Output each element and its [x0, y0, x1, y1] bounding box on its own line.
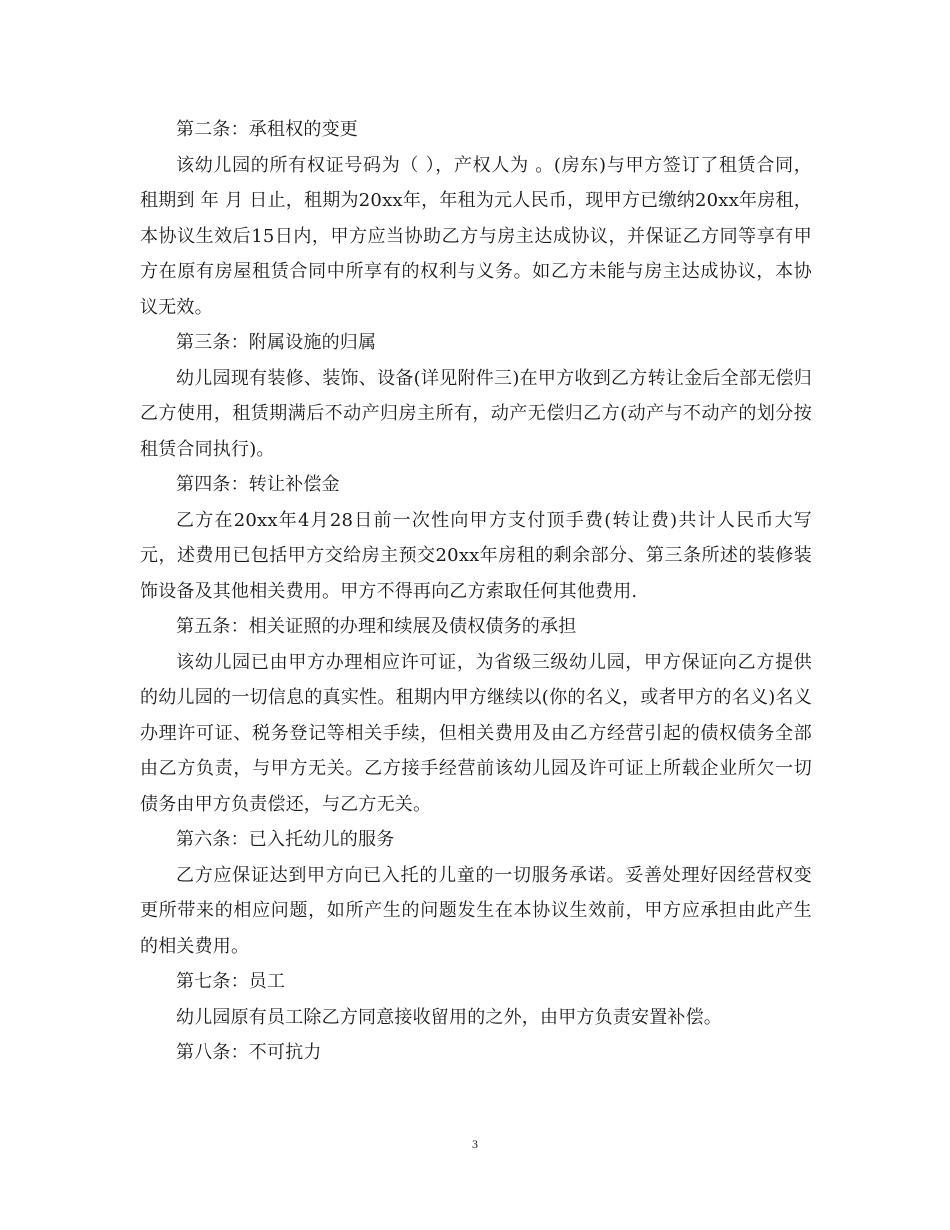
section-paragraph-article-6: 乙方应保证达到甲方向已入托的儿童的一切服务承诺。妥善处理好因经营权变更所带来的相应问题，如所产生的问题发生在本协议生效前，甲方应承担由此产生的相关费用。	[140, 864, 812, 957]
section-heading-article-2: 第二条：承租权的变更	[176, 119, 358, 140]
section-heading-article-4: 第四条：转让补偿金	[176, 474, 340, 495]
section-paragraph-article-7: 幼儿园原有员工除乙方同意接收留用的之外，由甲方负责安置补偿。	[176, 1006, 722, 1028]
section-heading-article-6: 第六条：已入托幼儿的服务	[176, 829, 395, 850]
section-heading-article-3: 第三条：附属设施的归属	[176, 332, 377, 353]
section-paragraph-article-2: 该幼儿园的所有权证号码为（ ），产权人为 。(房东)与甲方签订了租赁合同，租期到 年 月 日止，租期为20xx年，年租为元人民币，现甲方已缴纳20xx年房租，本协议生效后15日内，甲方应当协助乙方与房主达成协议，并保证乙方同等享有甲方在原有房屋租赁合同中所享有的权利与义务。如乙方未能与房主达成协议，本协议无效。	[140, 154, 812, 318]
section-paragraph-article-5: 该幼儿园已由甲方办理相应许可证，为省级三级幼儿园，甲方保证向乙方提供的幼儿园的一切信息的真实性。租期内甲方继续以(你的名义，或者甲方的名义)名义办理许可证、税务登记等相关手续，但相关费用及由乙方经营引起的债权债务全部由乙方负责，与甲方无关。乙方接手经营前该幼儿园及许可证上所载企业所欠一切债务由甲方负责偿还，与乙方无关。	[140, 651, 812, 815]
section-paragraph-article-3: 幼儿园现有装修、装饰、设备(详见附件三)在甲方收到乙方转让金后全部无偿归乙方使用，租赁期满后不动产归房主所有，动产无偿归乙方(动产与不动产的划分按租赁合同执行)。	[140, 367, 812, 460]
section-paragraph-article-4: 乙方在20xx年4月28日前一次性向甲方支付顶手费(转让费)共计人民币大写元，述费用已包括甲方交给房主预交20xx年房租的剩余部分、第三条所述的装修装饰设备及其他相关费用。甲方不得再向乙方索取任何其他费用.	[140, 509, 812, 602]
section-heading-article-7: 第七条：员工	[176, 971, 286, 992]
section-heading-article-5: 第五条：相关证照的办理和续展及债权债务的承担	[176, 616, 577, 637]
section-heading-article-8: 第八条：不可抗力	[176, 1042, 322, 1063]
document-body	[140, 112, 812, 1071]
page-number: 3	[472, 1137, 478, 1151]
